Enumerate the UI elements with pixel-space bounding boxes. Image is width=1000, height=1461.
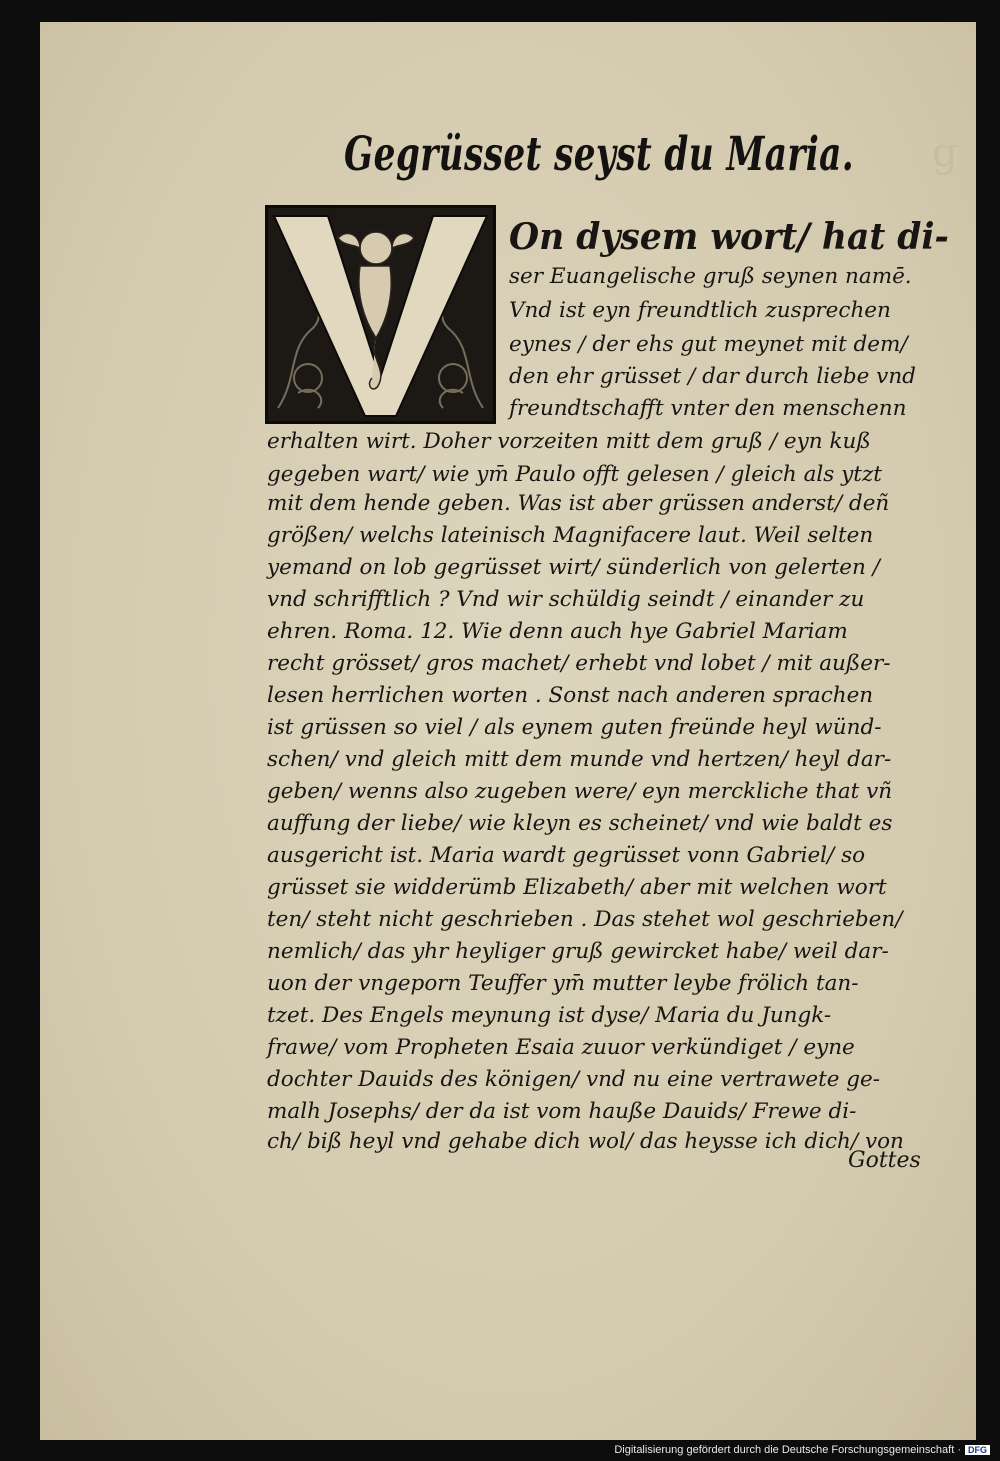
text-line: ausgericht ist. Maria wardt gegrüsset vonn Gabriel/ so: [267, 843, 866, 868]
text-line: größen/ welchs lateinisch Magnifacere laut. Weil selten: [267, 523, 874, 548]
text-line: geben/ wenns also zugeben were/ eyn merckliche that vñ: [267, 779, 893, 804]
text-line: mit dem hende geben. Was ist aber grüssen anderst/ deñ: [267, 491, 890, 516]
initial-letter-woodcut: [268, 208, 493, 421]
text-line: vnd schrifftlich ? Vnd wir schüldig seindt / einander zu: [267, 587, 865, 612]
catchword: Gottes: [848, 1148, 921, 1173]
initial-letter-glyph: V: [372, 339, 388, 363]
page-heading: Gegrüsset seyst du Maria.: [344, 127, 855, 182]
text-line: ch/ biß heyl vnd gehabe dich wol/ das heysse ich dich/ von: [267, 1129, 904, 1154]
text-line: den ehr grüsset / dar durch liebe vnd: [509, 364, 916, 389]
dfg-logo: DFG: [965, 1445, 990, 1455]
text-line: Vnd ist eyn freundtlich zusprechen: [509, 298, 891, 323]
text-line: ist grüssen so viel / als eynem guten freünde heyl wünd-: [267, 715, 882, 740]
text-line: yemand on lob gegrüsset wirt/ sünderlich von gelerten /: [267, 555, 880, 580]
text-line: eynes / der ehs gut meynet mit dem/: [509, 332, 908, 357]
bleed-through-text: g: [932, 130, 958, 176]
text-line: dochter Dauids des königen/ vnd nu eine vertrawete ge-: [267, 1067, 881, 1092]
text-line: tzet. Des Engels meynung ist dyse/ Maria du Jungk-: [267, 1003, 832, 1028]
text-line: nemlich/ das yhr heyliger gruß gewircket habe/ weil dar-: [267, 939, 889, 964]
text-line: uon der vngeporn Teuffer ym̄ mutter leybe frölich tan-: [267, 971, 859, 996]
text-line: ehren. Roma. 12. Wie denn auch hye Gabriel Mariam: [267, 619, 848, 644]
text-line: grüsset sie widderümb Elizabeth/ aber mit welchen wort: [267, 875, 887, 900]
decorated-initial: [265, 205, 496, 424]
text-line: lesen herrlichen worten . Sonst nach anderen sprachen: [267, 683, 874, 708]
text-line: auffung der liebe/ wie kleyn es scheinet/ vnd wie baldt es: [267, 811, 893, 836]
text-line: On dysem wort/ hat di-: [509, 216, 949, 258]
text-line: erhalten wirt. Doher vorzeiten mitt dem gruß / eyn kuß: [267, 429, 871, 454]
text-line: ten/ steht nicht geschrieben . Das stehet wol geschrieben/: [267, 907, 903, 932]
text-line: ser Euangelische gruß seynen namē.: [509, 264, 912, 289]
text-line: malh Josephs/ der da ist vom hauße Dauids/ Frewe di-: [267, 1099, 857, 1124]
digitization-credit: [560, 1444, 990, 1456]
text-line: recht grösset/ gros machet/ erhebt vnd lobet / mit außer-: [267, 651, 891, 676]
text-line: frawe/ vom Propheten Esaia zuuor verkündiget / eyne: [267, 1035, 855, 1060]
text-line: freundtschafft vnter den menschenn: [509, 396, 907, 421]
credit-text: Digitalisierung gefördert durch die Deutsche Forschungsgemeinschaft ·: [614, 1444, 961, 1456]
text-line: gegeben wart/ wie ym̄ Paulo offt gelesen / gleich als ytzt: [267, 462, 882, 487]
text-line: schen/ vnd gleich mitt dem munde vnd hertzen/ heyl dar-: [267, 747, 892, 772]
